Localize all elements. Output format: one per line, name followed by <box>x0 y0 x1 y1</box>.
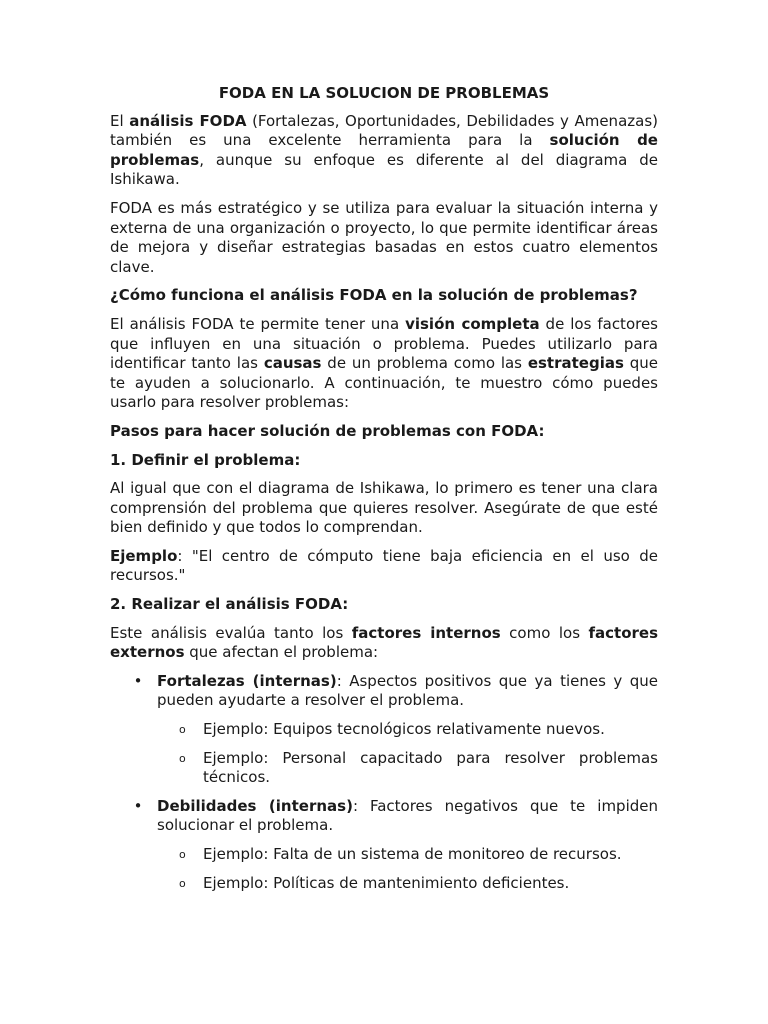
sub-item <box>157 845 658 865</box>
sub-item <box>157 749 658 788</box>
sub-item-text: Ejemplo: Equipos tecnológicos relativamente nuevos. <box>203 720 605 739</box>
intro-paragraph <box>110 112 658 190</box>
bullet-debilidades-desc: : Factores negativos que te impiden solucionar el problema. <box>157 796 659 835</box>
bullet-dot-icon: • <box>133 671 143 690</box>
vision-bold-causas: causas <box>263 354 322 373</box>
step-1-paragraph: Al igual que con el diagrama de Ishikawa, lo primero es tener una clara comprensión del problema que quieres resolver. Asegúrate de que esté bien definido y que todos lo comprendan. <box>110 479 658 537</box>
vision-bold-estrategias: estrategias <box>527 354 624 373</box>
bullet-item-debilidades <box>110 797 658 893</box>
vision-text-a: El análisis FODA te permite tener una <box>110 314 406 333</box>
fortalezas-sub-list <box>157 720 658 788</box>
vision-paragraph <box>110 315 658 413</box>
factors-bold-externos: factores externos <box>110 623 658 662</box>
intro-text-c: (Fortalezas, Oportunidades, Debilidades y Amenazas) también es una excelente herramienta para la <box>110 111 658 150</box>
circle-bullet-icon: o <box>179 723 186 737</box>
intro-text-d: , aunque su enfoque es diferente al del diagrama de Ishikawa. <box>110 150 658 189</box>
example-paragraph <box>110 547 658 586</box>
factors-text-d: que afectan el problema: <box>184 643 379 662</box>
circle-bullet-icon: o <box>179 751 186 765</box>
circle-bullet-icon: o <box>179 876 186 890</box>
vision-text-d: de un problema como las <box>321 354 528 373</box>
foda-bullet-list <box>110 672 658 893</box>
bullet-debilidades-text <box>157 797 658 836</box>
debilidades-sub-list <box>157 845 658 893</box>
strategic-paragraph: FODA es más estratégico y se utiliza para evaluar la situación interna y externa de una organización o proyecto, lo que permite identificar áreas de mejora y diseñar estrategias basadas en estos cuatro elementos clave. <box>110 198 658 276</box>
bullet-dot-icon: • <box>133 796 143 815</box>
factors-text-a: Este análisis evalúa tanto los <box>110 623 352 642</box>
bullet-fortalezas-text <box>157 672 658 711</box>
factors-paragraph <box>110 624 658 663</box>
document-title: FODA EN LA SOLUCION DE PROBLEMAS <box>218 84 550 102</box>
vision-text-c: de los factores que influyen en una situación o problema. Puedes utilizarlo para identificar tanto las <box>110 314 659 373</box>
bullet-debilidades-label: Debilidades (internas) <box>157 796 353 815</box>
bullet-fortalezas-desc: : Aspectos positivos que ya tienes y que pueden ayudarte a resolver el problema. <box>157 671 659 710</box>
intro-bold-foda: análisis FODA <box>129 111 247 130</box>
step-2-heading: 2. Realizar el análisis FODA: <box>110 595 349 614</box>
bullet-item-fortalezas <box>110 672 658 788</box>
section-heading-how: ¿Cómo funciona el análisis FODA en la solución de problemas? <box>110 286 638 305</box>
circle-bullet-icon: o <box>179 848 186 861</box>
sub-item <box>157 874 658 894</box>
intro-bold-solucion: solución de problemas <box>110 131 658 169</box>
sub-item <box>157 720 658 740</box>
step-1-heading: 1. Definir el problema: <box>110 450 301 469</box>
bullet-fortalezas-label: Fortalezas (internas) <box>157 671 337 690</box>
factors-text-c: como los <box>500 623 589 642</box>
section-heading-steps: Pasos para hacer solución de problemas con FODA: <box>110 421 545 440</box>
example-label: Ejemplo <box>110 546 178 565</box>
example-text: : "El centro de cómputo tiene baja eficiencia en el uso de recursos." <box>110 546 658 585</box>
vision-text-e: que te ayuden a solucionarlo. A continuación, te muestro cómo puedes usarlo para resolver problemas: <box>110 354 658 412</box>
intro-text-a: El <box>110 111 130 130</box>
sub-item-text: Ejemplo: Falta de un sistema de monitoreo de recursos. <box>203 845 622 863</box>
sub-item-text: Ejemplo: Personal capacitado para resolver problemas técnicos. <box>203 748 658 787</box>
sub-item-text: Ejemplo: Políticas de mantenimiento deficientes. <box>203 873 570 892</box>
factors-bold-internos: factores internos <box>351 623 501 642</box>
vision-bold-vision: visión completa <box>405 314 540 333</box>
